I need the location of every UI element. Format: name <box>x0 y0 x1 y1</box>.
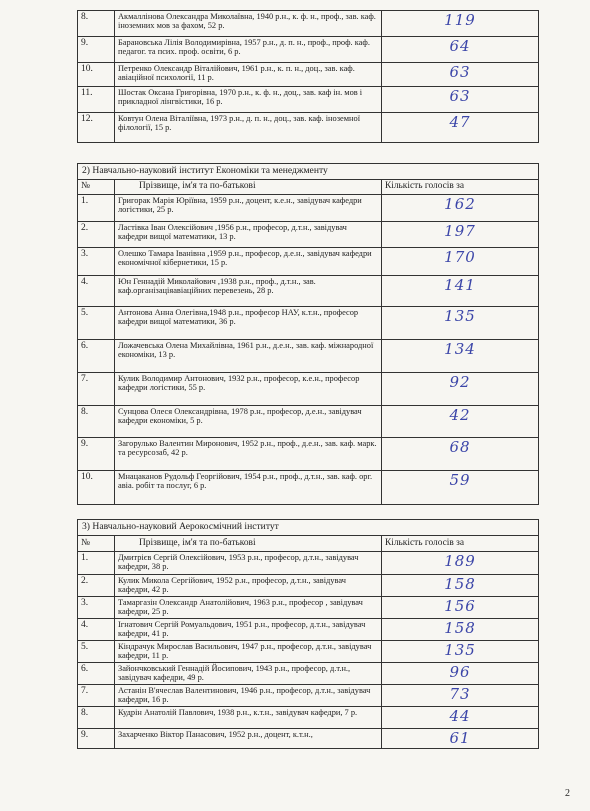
table-row <box>78 728 539 748</box>
candidate-description: Барановська Лілія Володимирівна, 1957 р.н., д. п. н., проф., проф. каф. педагог. та псих. проф. освіти, 6 р. <box>115 37 382 63</box>
candidate-description: Ігнатович Сергій Ромуальдович, 1951 р.н., професор, д.т.н., завідувач кафедри, 41 р. <box>115 618 382 640</box>
candidate-description: Кулик Микола Сергійович, 1952 р.н., професор, д.т.н., завідувач кафедри, 42 р. <box>115 574 382 596</box>
row-number: 8. <box>78 405 115 437</box>
candidate-description: Загорулько Валентин Миронович, 1952 р.н., проф., д.е.н., зав. каф. марк. та ресурсозаб, 42 р. <box>115 437 382 470</box>
table-row <box>78 11 539 37</box>
table-row <box>78 470 539 504</box>
column-header-number: № <box>78 179 115 194</box>
table-row <box>78 640 539 662</box>
column-header-votes: Кількість голосів за <box>382 535 539 551</box>
table-row <box>78 662 539 684</box>
column-header-name: Прізвище, ім'я та по-батькові <box>115 535 382 551</box>
row-number: 1. <box>78 551 115 574</box>
candidate-description: Сунцова Олеся Олександрівна, 1978 р.н., професор, д.е.н., завідувач кафедри економіки, 5 р. <box>115 405 382 437</box>
handwritten-vote-count: 63 <box>382 63 539 87</box>
candidate-description: Зайончковський Геннадій Йосипович, 1943 р.н., професор, д.т.н., завідувач кафедри, 49 р. <box>115 662 382 684</box>
handwritten-vote-count: 134 <box>382 339 539 372</box>
row-number: 8. <box>78 706 115 728</box>
table-row <box>78 306 539 339</box>
table-row <box>78 372 539 405</box>
table-row <box>78 339 539 372</box>
handwritten-vote-count: 162 <box>382 194 539 221</box>
handwritten-vote-count: 170 <box>382 247 539 275</box>
handwritten-vote-count: 44 <box>382 706 539 728</box>
column-header-number: № <box>78 535 115 551</box>
handwritten-vote-count: 119 <box>382 11 539 37</box>
candidate-description: Юн Геннадій Миколайович ,1938 р.н., проф., д.т.н., зав. каф.організаціяавіаційних перевезень, 28 р. <box>115 275 382 306</box>
candidate-description: Дмитрієв Сергій Олексійович, 1953 р.н., професор, д.т.н., завідувач кафедри, 38 р. <box>115 551 382 574</box>
column-header-votes: Кількість голосів за <box>382 179 539 194</box>
handwritten-vote-count: 158 <box>382 574 539 596</box>
handwritten-vote-count: 42 <box>382 405 539 437</box>
row-number: 6. <box>78 339 115 372</box>
table-row <box>78 618 539 640</box>
handwritten-vote-count: 63 <box>382 87 539 113</box>
handwritten-vote-count: 189 <box>382 551 539 574</box>
candidate-description: Акмаллінова Олександра Миколаївна, 1940 р.н., к. ф. н., проф., зав. каф. іноземних мов за фахом, 52 р. <box>115 11 382 37</box>
candidate-description: Антонова Анна Олегівна,1948 р.н., професор НАУ, к.т.н., професор кафедри вищої математики, 36 р. <box>115 306 382 339</box>
handwritten-vote-count: 156 <box>382 596 539 618</box>
candidate-description: Ластівка Іван Олексійович ,1956 р.н., професор, д.т.н., завідувач кафедри вищої математики, 13 р. <box>115 221 382 247</box>
handwritten-vote-count: 73 <box>382 684 539 706</box>
handwritten-vote-count: 61 <box>382 728 539 748</box>
candidate-description: Астанін В'ячеслав Валентинович, 1946 р.н., професор, д.т.н., завідувач кафедри, 16 р. <box>115 684 382 706</box>
row-number: 9. <box>78 37 115 63</box>
handwritten-vote-count: 59 <box>382 470 539 504</box>
row-number: 3. <box>78 596 115 618</box>
table-row <box>78 113 539 143</box>
handwritten-vote-count: 96 <box>382 662 539 684</box>
handwritten-vote-count: 64 <box>382 37 539 63</box>
table-aerospace-institute <box>77 519 539 749</box>
table-row <box>78 37 539 63</box>
table-row <box>78 706 539 728</box>
row-number: 1. <box>78 194 115 221</box>
row-number: 3. <box>78 247 115 275</box>
candidate-description: Ложачевська Олена Михайлівна, 1961 р.н., д.е.н., зав. каф. міжнародної економіки, 13 р. <box>115 339 382 372</box>
row-number: 9. <box>78 728 115 748</box>
candidate-description: Кіндрачук Мирослав Васильович, 1947 р.н., професор, д.т.н., завідувач кафедри, 11 р. <box>115 640 382 662</box>
candidate-description: Мнацаканов Рудольф Георгійович, 1954 р.н., проф., д.т.н., зав. каф. орг. авіа. робіт та послуг, 6 р. <box>115 470 382 504</box>
handwritten-vote-count: 68 <box>382 437 539 470</box>
row-number: 5. <box>78 640 115 662</box>
handwritten-vote-count: 47 <box>382 113 539 143</box>
page-number: 2 <box>565 788 570 799</box>
table-row <box>78 247 539 275</box>
row-number: 4. <box>78 618 115 640</box>
table-continued-section <box>77 10 539 143</box>
row-number: 8. <box>78 11 115 37</box>
candidate-description: Ковтун Олена Віталіївна, 1973 р.н., д. п. н., доц., зав. каф. іноземної філології, 15 р. <box>115 113 382 143</box>
row-number: 9. <box>78 437 115 470</box>
candidate-description: Шостак Оксана Григорівна, 1970 р.н., к. ф. н., доц., зав. каф ін. мов і прикладної лінгвістики, 16 р. <box>115 87 382 113</box>
candidate-description: Григорак Марія Юріївна, 1959 р.н., доцент, к.е.н., завідувач кафедри логістики, 25 р. <box>115 194 382 221</box>
row-number: 10. <box>78 470 115 504</box>
table-row <box>78 275 539 306</box>
candidate-description: Захарченко Віктор Панасович, 1952 р.н., доцент, к.т.н., <box>115 728 382 748</box>
table-row <box>78 63 539 87</box>
table-row <box>78 405 539 437</box>
table-row <box>78 87 539 113</box>
handwritten-vote-count: 135 <box>382 640 539 662</box>
row-number: 5. <box>78 306 115 339</box>
candidate-description: Олешко Тамара Іванівна ,1959 р.н., професор, д.е.н., завідувач кафедри економічної кібернетики, 15 р. <box>115 247 382 275</box>
table-row <box>78 684 539 706</box>
handwritten-vote-count: 141 <box>382 275 539 306</box>
handwritten-vote-count: 158 <box>382 618 539 640</box>
section-title: 3) Навчально-науковий Аерокосмічний інститут <box>78 520 539 536</box>
handwritten-vote-count: 197 <box>382 221 539 247</box>
row-number: 4. <box>78 275 115 306</box>
row-number: 2. <box>78 574 115 596</box>
table-row <box>78 221 539 247</box>
handwritten-vote-count: 92 <box>382 372 539 405</box>
handwritten-vote-count: 135 <box>382 306 539 339</box>
row-number: 7. <box>78 372 115 405</box>
table-row <box>78 437 539 470</box>
row-number: 12. <box>78 113 115 143</box>
row-number: 7. <box>78 684 115 706</box>
row-number: 11. <box>78 87 115 113</box>
table-row <box>78 551 539 574</box>
section-title: 2) Навчально-науковий інститут Економіки та менеджменту <box>78 164 539 180</box>
candidate-description: Петренко Олександр Віталійович, 1961 р.н., к. п. н., доц., зав. каф. авіаційної психології, 11 р. <box>115 63 382 87</box>
table-economics-institute <box>77 163 539 505</box>
column-header-name: Прізвище, ім'я та по-батькові <box>115 179 382 194</box>
candidate-description: Кудрін Анатолій Павлович, 1938 р.н., к.т.н., завідувач кафедри, 7 р. <box>115 706 382 728</box>
table-row <box>78 596 539 618</box>
row-number: 6. <box>78 662 115 684</box>
row-number: 10. <box>78 63 115 87</box>
table-row <box>78 574 539 596</box>
row-number: 2. <box>78 221 115 247</box>
candidate-description: Кулик Володимир Антонович, 1932 р.н., професор, к.е.н., професор кафедри логістики, 55 р. <box>115 372 382 405</box>
table-row <box>78 194 539 221</box>
candidate-description: Тамаргазін Олександр Анатолійович, 1963 р.н., професор , завідувач кафедри, 25 р. <box>115 596 382 618</box>
